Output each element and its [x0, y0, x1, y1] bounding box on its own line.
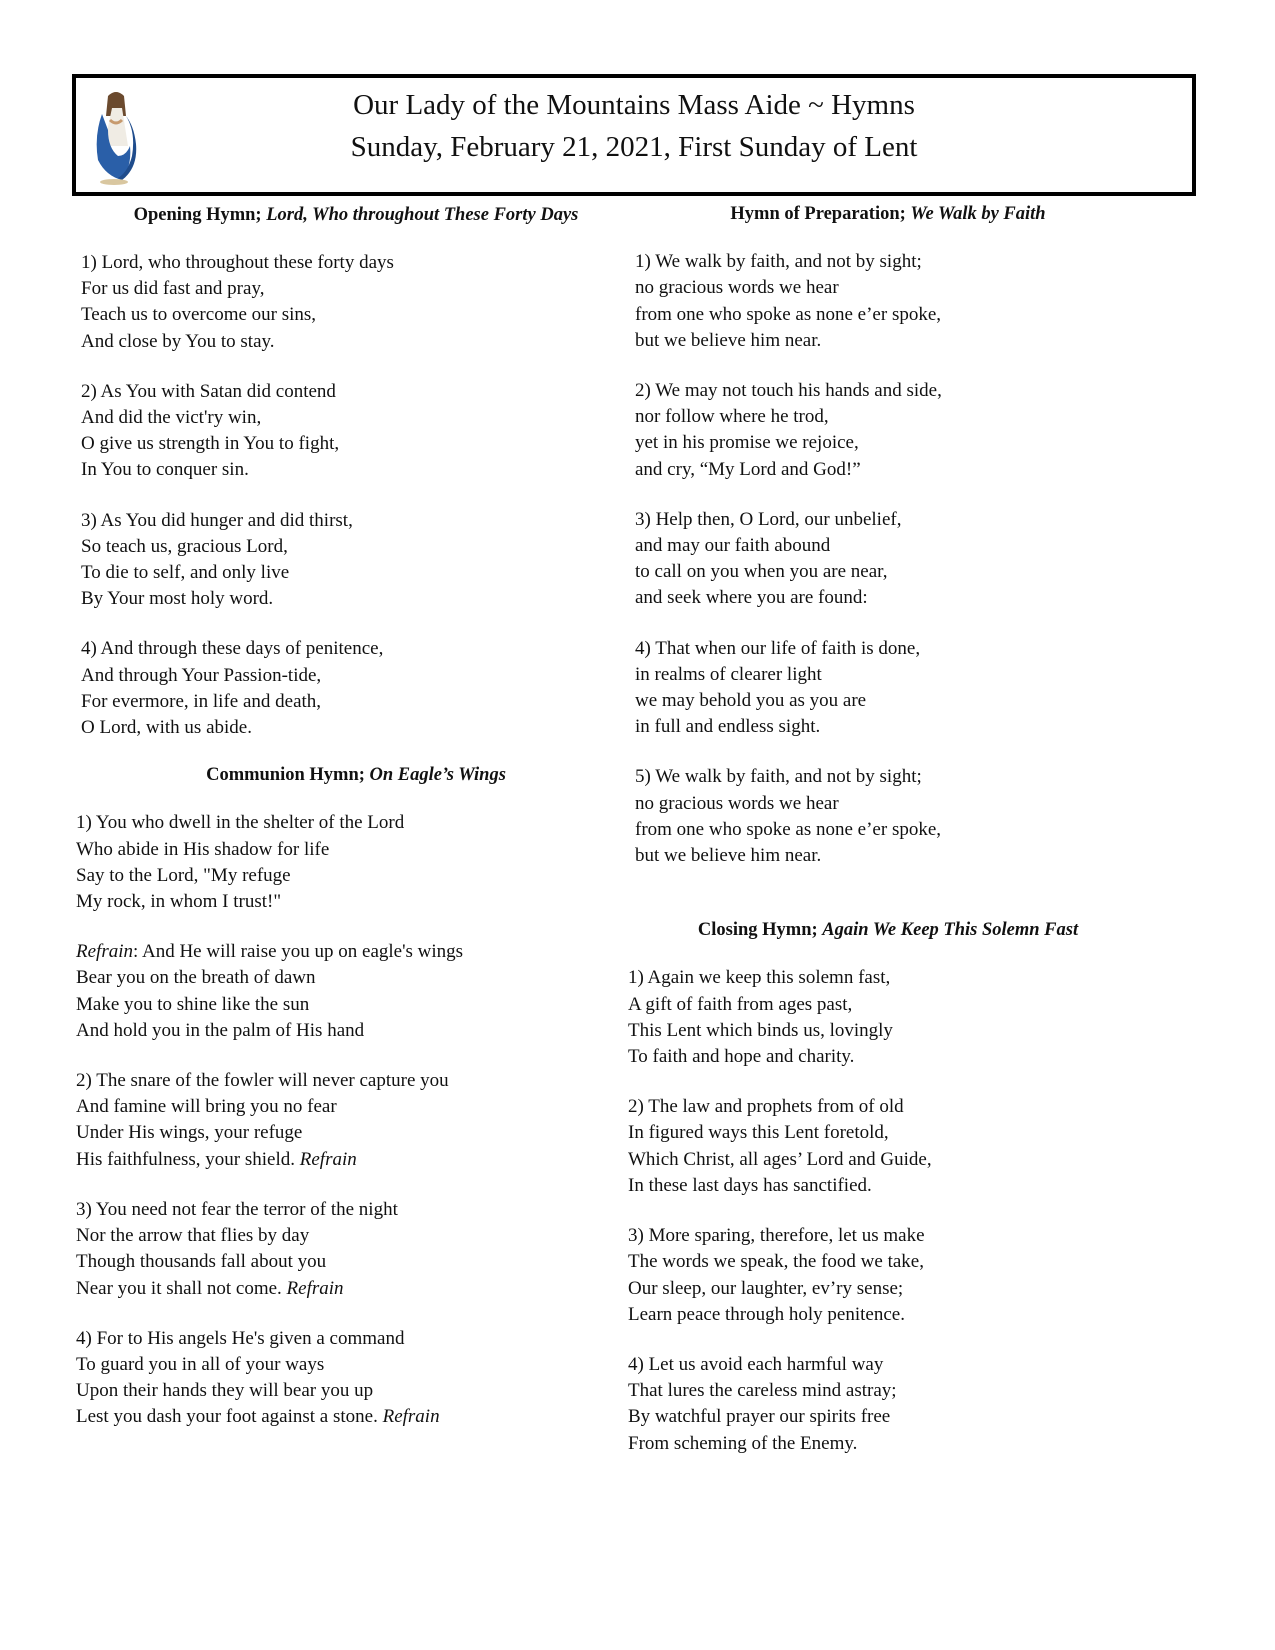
refrain-marker: Refrain — [382, 1406, 440, 1428]
refrain-label: Refrain — [76, 941, 133, 963]
verse-line: 4) Let us avoid each harmful way — [628, 1353, 884, 1375]
verse-line: Who abide in His shadow for life — [76, 838, 330, 860]
verse-line: And famine will bring you no fear — [76, 1096, 337, 1118]
closing-hymn-heading — [628, 917, 1148, 943]
verse-line: In figured ways this Lent foretold, — [628, 1122, 889, 1144]
opening-hymn-heading — [76, 202, 636, 228]
verse-line: 2) We may not touch his hands and side, — [635, 380, 942, 402]
verse-line: and cry, “My Lord and God!” — [635, 458, 861, 480]
closing-verse-1 — [628, 965, 1188, 1070]
communion-hymn-title: On Eagle’s Wings — [369, 765, 506, 786]
verse-line: Near you it shall not come. — [76, 1277, 282, 1299]
verse-line: And close by You to stay. — [81, 330, 275, 352]
page-subtitle: Sunday, February 21, 2021, First Sunday of Lent — [350, 131, 918, 163]
verse-line: to call on you when you are near, — [635, 561, 888, 583]
verse-line: no gracious words we hear — [635, 277, 839, 299]
communion-verse-3 — [76, 1197, 636, 1302]
page-title: Our Lady of the Mountains Mass Aide ~ Hymns — [353, 89, 915, 121]
verse-line: yet in his promise we rejoice, — [635, 432, 859, 454]
verse-line: in full and endless sight. — [635, 716, 821, 738]
verse-line: from one who spoke as none e’er spoke, — [635, 818, 942, 840]
verse-line: but we believe him near. — [635, 329, 822, 351]
verse-line: The words we speak, the food we take, — [628, 1251, 924, 1273]
verse-line: and seek where you are found: — [635, 587, 868, 609]
opening-verse-3 — [81, 508, 636, 613]
verse-line: For evermore, in life and death, — [81, 690, 322, 712]
closing-hymn-verses — [628, 965, 1188, 1456]
verse-line: My rock, in whom I trust!" — [76, 891, 282, 913]
verse-line: nor follow where he trod, — [635, 406, 829, 428]
verse-line: Learn peace through holy penitence. — [628, 1303, 905, 1325]
refrain-marker: Refrain — [299, 1148, 357, 1170]
verse-line: 2) The snare of the fowler will never capture you — [76, 1070, 449, 1092]
preparation-hymn-label: Hymn of Preparation; — [730, 204, 906, 224]
verse-line: This Lent which binds us, lovingly — [628, 1019, 893, 1041]
verse-line: So teach us, gracious Lord, — [81, 535, 288, 557]
verse-line: we may behold you as you are — [635, 690, 867, 712]
preparation-verse-4 — [635, 636, 1188, 741]
verse-line: By Your most holy word. — [81, 588, 274, 610]
verse-line: 3) You need not fear the terror of the night — [76, 1198, 398, 1220]
verse-line: 1) We walk by faith, and not by sight; — [635, 251, 922, 273]
verse-line: A gift of faith from ages past, — [628, 993, 853, 1015]
closing-verse-2 — [628, 1094, 1188, 1199]
opening-verse-4 — [81, 636, 636, 741]
verse-line: Teach us to overcome our sins, — [81, 304, 317, 326]
verse-line: Which Christ, all ages’ Lord and Guide, — [628, 1148, 932, 1170]
verse-line: In these last days has sanctified. — [628, 1174, 872, 1196]
verse-line: From scheming of the Enemy. — [628, 1432, 858, 1454]
verse-line: By watchful prayer our spirits free — [628, 1406, 891, 1428]
verse-line: 1) Lord, who throughout these forty days — [81, 252, 394, 273]
verse-line: 3) Help then, O Lord, our unbelief, — [635, 508, 902, 530]
communion-verse-2 — [76, 1068, 636, 1173]
verse-line: Though thousands fall about you — [76, 1251, 327, 1273]
closing-verse-3 — [628, 1223, 1188, 1328]
verse-line: And did the vict'ry win, — [81, 407, 262, 429]
verse-line: For us did fast and pray, — [81, 278, 265, 300]
communion-verse-1 — [76, 810, 636, 915]
communion-hymn-heading — [76, 762, 636, 788]
communion-refrain — [76, 939, 636, 1044]
opening-verse-1 — [81, 250, 636, 355]
verse-line: 4) That when our life of faith is done, — [635, 637, 921, 659]
left-column — [76, 202, 636, 1431]
header-box — [72, 74, 1196, 196]
verse-line: Our sleep, our laughter, ev’ry sense; — [628, 1277, 904, 1299]
preparation-hymn-verses — [628, 249, 1188, 869]
verse-line: 2) The law and prophets from of old — [628, 1096, 904, 1118]
verse-line: in realms of clearer light — [635, 663, 822, 685]
preparation-verse-5 — [635, 764, 1188, 869]
preparation-verse-1 — [635, 249, 1188, 354]
preparation-hymn-heading — [628, 201, 1148, 227]
communion-hymn-label: Communion Hymn; — [206, 765, 365, 786]
verse-line: Make you to shine like the sun — [76, 993, 310, 1015]
verse-line: O Lord, with us abide. — [81, 717, 252, 739]
verse-line: but we believe him near. — [635, 845, 822, 867]
preparation-verse-3 — [635, 507, 1188, 612]
verse-line: To faith and hope and charity. — [628, 1046, 855, 1068]
verse-line: Nor the arrow that flies by day — [76, 1225, 310, 1247]
verse-line: 3) As You did hunger and did thirst, — [81, 509, 353, 531]
verse-line: 2) As You with Satan did contend — [81, 380, 336, 402]
verse-line: To guard you in all of your ways — [76, 1353, 325, 1375]
verse-line: Bear you on the breath of dawn — [76, 967, 316, 989]
closing-verse-4 — [628, 1352, 1188, 1457]
verse-line: That lures the careless mind astray; — [628, 1380, 897, 1402]
verse-line: 3) More sparing, therefore, let us make — [628, 1225, 925, 1247]
refrain-marker: Refrain — [286, 1277, 344, 1299]
verse-line: 1) Again we keep this solemn fast, — [628, 967, 891, 989]
verse-line: And hold you in the palm of His hand — [76, 1019, 365, 1041]
verse-line: and may our faith abound — [635, 535, 831, 557]
verse-line: Lest you dash your foot against a stone. — [76, 1406, 378, 1428]
communion-hymn-verses — [76, 810, 636, 1430]
verse-line: His faithfulness, your shield. — [76, 1148, 296, 1170]
verse-line: To die to self, and only live — [81, 562, 290, 584]
opening-hymn-title: Lord, Who throughout These Forty Days — [266, 205, 579, 225]
verse-line: 1) You who dwell in the shelter of the Lord — [76, 812, 405, 834]
verse-line: Under His wings, your refuge — [76, 1122, 303, 1144]
verse-line: no gracious words we hear — [635, 792, 839, 814]
opening-hymn-verses — [76, 250, 636, 741]
verse-line: 4) For to His angels He's given a command — [76, 1327, 405, 1349]
verse-line: Upon their hands they will bear you up — [76, 1380, 374, 1402]
preparation-hymn-title: We Walk by Faith — [910, 204, 1046, 224]
verse-line: O give us strength in You to fight, — [81, 433, 340, 455]
verse-line: from one who spoke as none e’er spoke, — [635, 303, 942, 325]
refrain-first-line: : And He will raise you up on eagle's wings — [133, 941, 464, 963]
verse-line: Say to the Lord, "My refuge — [76, 864, 291, 886]
verse-line: And through Your Passion-tide, — [81, 664, 322, 686]
verse-line: In You to conquer sin. — [81, 459, 249, 481]
opening-verse-2 — [81, 379, 636, 484]
closing-hymn-title: Again We Keep This Solemn Fast — [822, 920, 1079, 941]
communion-verse-4 — [76, 1326, 636, 1431]
verse-line: 5) We walk by faith, and not by sight; — [635, 766, 922, 788]
preparation-verse-2 — [635, 378, 1188, 483]
verse-line: 4) And through these days of penitence, — [81, 638, 384, 660]
closing-hymn-label: Closing Hymn; — [697, 920, 818, 941]
right-column — [628, 201, 1188, 1457]
opening-hymn-label: Opening Hymn; — [133, 205, 262, 225]
